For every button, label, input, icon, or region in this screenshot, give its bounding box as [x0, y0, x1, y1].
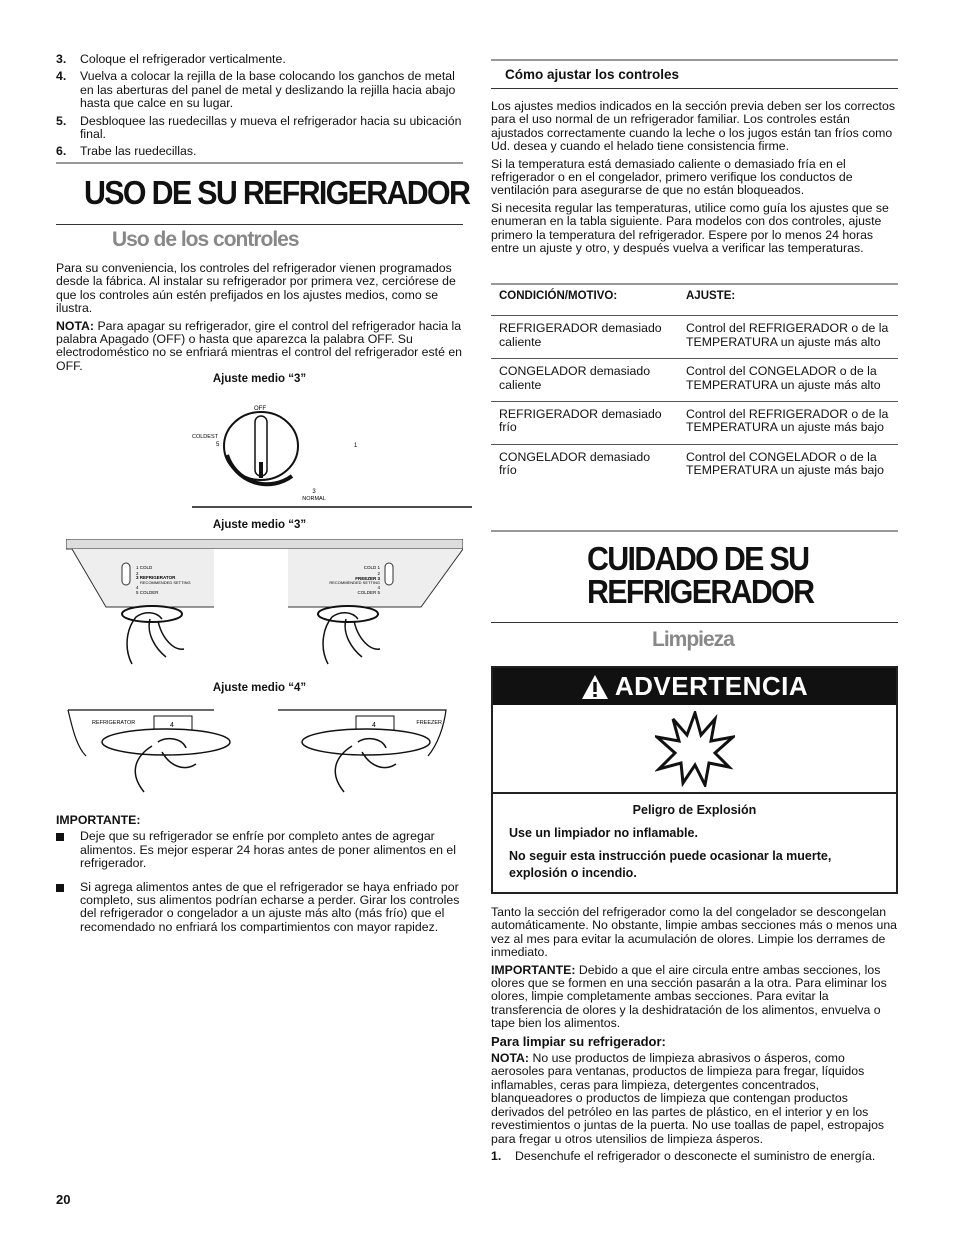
- paragraph: Los ajustes medios indicados en la sección previa deben ser los correctos para el uso normal de un refrigerador familiar. Los controles están ajustados correctamente cuando la leche o los jugos están tan fríos como Ud. desea y cuando el helado tiene consistencia firme.: [491, 99, 895, 154]
- paragraph: IMPORTANTE: Debido a que el aire circula entre ambas secciones, los olores que se formen en una sección pasarán a la otra. Para eliminar los olores, limpie completamente ambas secciones. Para evitar la transferencia de olores y la deshidratación de los alimentos, envuelva o tape bien los alimentos.: [491, 962, 887, 1031]
- list-item: 6. Trabe las ruedecillas.: [56, 144, 197, 159]
- table-cell: REFRIGERADOR demasiado frío: [491, 402, 678, 445]
- install-steps: [56, 53, 463, 163]
- table-header-condition: CONDICIÓN/MOTIVO:: [499, 290, 618, 302]
- figure-caption: Ajuste medio “4”: [212, 682, 307, 694]
- bullet-icon: [56, 833, 64, 841]
- list-item: 5. Desbloquee las ruedecillas y mueva el refrigerador hacia su ubicación final.: [56, 113, 462, 142]
- divider: [491, 88, 898, 89]
- warning-box: [491, 666, 898, 894]
- adjust-table: [491, 285, 898, 487]
- panel-a-four: 4: [136, 585, 139, 590]
- dial-normal-label: NORMAL: [302, 496, 326, 502]
- slider-b-value: 4: [372, 722, 376, 729]
- paragraph: Si la temperatura está demasiado caliente o demasiado fría en el refrigerador o en el congelador, primero verifique los conductos de ventilación para asegurarse de que no están bloqueados.: [491, 156, 853, 198]
- warning-line: No seguir esta instrucción puede ocasionar la muerte, explosión o incendio.: [509, 849, 832, 880]
- page-number: 20: [56, 1192, 71, 1207]
- paragraph: Para su conveniencia, los controles del refrigerador vienen programados desde la fábrica. Al instalar su refrigerador por primera vez, cerciórese de que los controles aún estén prefijados en los ajustes medios, como se ilustra.: [56, 261, 456, 316]
- panel-b-rec: RECOMMENDED SETTING: [329, 580, 380, 585]
- table-cell: REFRIGERADOR demasiado caliente: [491, 316, 678, 359]
- importante-section: [56, 814, 463, 944]
- section-title-cleaning: Limpieza: [652, 628, 734, 651]
- divider: [491, 59, 898, 61]
- table-header-row: [491, 285, 898, 316]
- warning-line: Use un limpiador no inflamable.: [509, 826, 698, 840]
- divider: [56, 162, 463, 164]
- panel-a-two: 2: [136, 571, 139, 576]
- divider: [491, 622, 898, 623]
- panel-a-label: 3 REFRIGERATOR: [136, 575, 176, 580]
- explosion-icon: [655, 711, 735, 787]
- divider: [491, 530, 898, 532]
- panel-a-cold: 1 COLD: [136, 565, 153, 570]
- warning-image: [493, 705, 896, 794]
- table-cell: Control del REFRIGERADOR o de la TEMPERATURA un ajuste más alto: [678, 316, 898, 359]
- panel-a-rec: RECOMMENDED SETTING: [140, 580, 191, 585]
- warning-text: [493, 794, 896, 892]
- paragraph: NOTA: No use productos de limpieza abrasivos o ásperos, como aerosoles para ventanas, productos de limpieza para fregar, líquidos inflamables, ceras para limpieza, detergentes concentrados, blanqueadores o productos de limpieza que contengan productos derivados del petróleo en las partes de plástico, en el interior y en los revestimientos o juntas de la puerta. No use toallas de papel, estropajos para fregar u otros utensilios de limpieza ásperos.: [491, 1051, 885, 1146]
- table-header-adjust: AJUSTE:: [686, 290, 736, 302]
- table-cell: CONGELADOR demasiado caliente: [491, 359, 678, 402]
- section-title-adjust: Cómo ajustar los controles: [505, 67, 680, 82]
- controls-text: [56, 262, 463, 377]
- warning-hazard: Peligro de Explosión: [632, 803, 757, 817]
- divider: [56, 224, 463, 225]
- table-row: [491, 444, 898, 486]
- warning-header: [493, 668, 896, 705]
- paragraph: Si necesita regular las temperaturas, utilice como guía los ajustes que se enumeran en la tabla siguiente. Para modelos con dos controles, ajuste primero la temperatura del refrigerador. Espere por lo menos 24 horas entre un ajuste y otro, y después vuelva a verificar las temperaturas.: [491, 200, 889, 256]
- table-cell: CONGELADOR demasiado frío: [491, 444, 678, 486]
- dial-coldest-label: COLDEST: [192, 434, 218, 440]
- subheading: Para limpiar su refrigerador:: [491, 1033, 666, 1049]
- figure-caption: Ajuste medio “3”: [212, 373, 307, 385]
- list-item: Si agrega alimentos antes de que el refrigerador se haya enfriado por completo, sus alimentos podrían echarse a perder. Girar los controles del refrigerador o congelador a un ajuste más alto (más frío) que el recomendado no enfriará los compartimientos con mayor rapidez.: [56, 881, 463, 935]
- section-title-controls: Uso de los controles: [112, 228, 299, 251]
- table-row: [491, 359, 898, 402]
- table-cell: Control del REFRIGERADOR o de la TEMPERATURA un ajuste más bajo: [678, 402, 898, 445]
- dial-three-label: 3: [312, 489, 316, 495]
- care-title: CUIDADO DE SU REFRIGERADOR: [587, 540, 814, 610]
- list-item: 4. Vuelva a colocar la rejilla de la base colocando los ganchos de metal en las aberturas del panel de metal y deslizando la rejilla hacia abajo hasta que calce en su lugar.: [56, 69, 456, 111]
- paragraph: Tanto la sección del refrigerador como la del congelador se descongelan automáticamente. No obstante, limpie ambas secciones más o menos una vez al mes para evitar la acumulación de olores. Limpie los derrames de inmediato.: [491, 905, 898, 960]
- bullet-list: [56, 830, 463, 934]
- table-cell: Control del CONGELADOR o de la TEMPERATURA un ajuste más alto: [678, 359, 898, 402]
- panel-b-four: 4: [377, 585, 380, 590]
- panel-b-cold: COLD 1: [363, 565, 380, 570]
- dial-illustration: [192, 398, 472, 510]
- figure-caption: Ajuste medio “3”: [212, 519, 307, 531]
- slider-a-label: REFRIGERATOR: [92, 720, 136, 726]
- dial-one-label: 1: [354, 443, 358, 449]
- table-row: [491, 402, 898, 445]
- slider-controls-illustration: [66, 706, 463, 802]
- list-item: 3. Coloque el refrigerador verticalmente.: [56, 52, 286, 66]
- warning-triangle-icon: [581, 674, 609, 700]
- table-row: [491, 316, 898, 359]
- warning-title: ADVERTENCIA: [614, 670, 809, 701]
- paragraph: NOTA: Para apagar su refrigerador, gire el control del refrigerador hacia la palabra Apagado (OFF) o hasta que aparezca la palabra OFF. Su electrodoméstico no se enfriará mientras el control del refrigerador esté en OFF.: [56, 318, 463, 373]
- cleaning-text: [491, 906, 898, 1167]
- table-cell: Control del CONGELADOR o de la TEMPERATURA un ajuste más bajo: [678, 444, 898, 486]
- slider-b-label: FREEZER: [416, 720, 442, 726]
- list-item: Deje que su refrigerador se enfríe por completo antes de agregar alimentos. Es mejor esperar 24 horas antes de poner alimentos en el refrigerador.: [56, 830, 463, 870]
- dial-five-label: 5: [216, 442, 220, 448]
- panel-b-colder: COLDER 5: [357, 590, 380, 595]
- cleaning-steps: [491, 1150, 898, 1163]
- dial-off-label: OFF: [254, 406, 266, 412]
- importante-label: IMPORTANTE:: [56, 813, 141, 827]
- page-title: USO DE SU REFRIGERADOR: [84, 174, 470, 211]
- panel-b-label: FREEZER 3: [355, 576, 380, 581]
- panel-controls-illustration: [66, 539, 463, 679]
- adjust-text: [491, 100, 898, 259]
- slider-a-value: 4: [170, 722, 174, 729]
- bullet-icon: [56, 884, 64, 892]
- list-item: 1. Desenchufe el refrigerador o desconecte el suministro de energía.: [491, 1148, 876, 1163]
- panel-b-two: 2: [377, 571, 380, 576]
- panel-a-colder: 5 COLDER: [136, 590, 159, 595]
